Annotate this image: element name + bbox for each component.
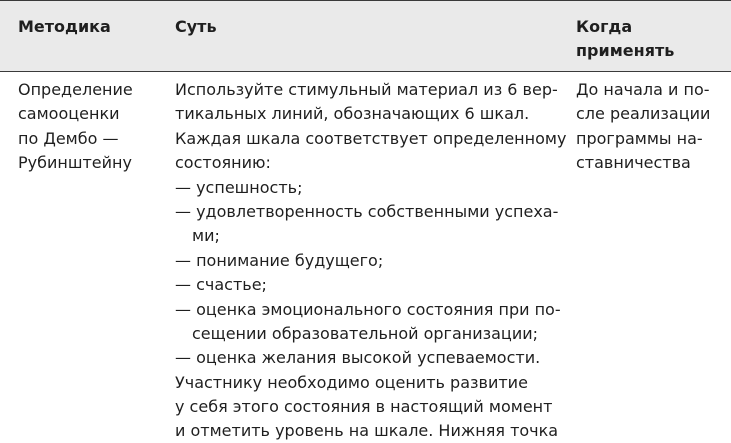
table-header-rule	[0, 71, 731, 72]
column-header-when-line: применять	[576, 41, 675, 61]
essence-cell-line: Каждая шкала соответствует определенному	[175, 128, 567, 148]
essence-list-item: — удовлетворенность собственными успеха-	[175, 201, 559, 221]
when-cell	[576, 78, 710, 176]
essence-list-item: — оценка эмоционального состояния при по-	[175, 299, 561, 319]
when-cell-line: программы на-	[576, 128, 703, 148]
essence-list-item: — оценка желания высокой успеваемости.	[175, 348, 541, 368]
method-cell-line: Определение	[18, 80, 133, 99]
essence-cell-line: у себя этого состояния в настоящий момент	[175, 397, 553, 417]
column-header-essence: Суть	[175, 17, 217, 36]
method-cell-line: самооценки	[18, 104, 120, 124]
essence-cell-line: Участнику необходимо оценить развитие	[175, 372, 528, 392]
essence-cell-line: состоянию:	[175, 153, 271, 173]
essence-list-item: — счастье;	[175, 275, 267, 295]
essence-list-item-continuation: сещении образовательной организации;	[192, 323, 539, 343]
when-cell-line: сле реализации	[576, 104, 711, 124]
method-cell-line: по Дембо —	[18, 128, 119, 148]
column-header-method: Методика	[18, 17, 111, 36]
essence-cell-line: тикальных линий, обозначающих 6 шкал.	[175, 104, 530, 124]
column-header-when-line: Когда	[576, 17, 633, 36]
method-cell-line: Рубинштейну	[18, 153, 132, 173]
essence-cell-line: Используйте стимульный материал из 6 вер-	[175, 80, 558, 99]
essence-list-item: — успешность;	[175, 177, 303, 197]
essence-list-item: — понимание будущего;	[175, 250, 384, 270]
method-cell	[18, 78, 133, 176]
table-top-rule	[0, 0, 731, 1]
when-cell-line: ставничества	[576, 153, 691, 173]
essence-cell-line: и отметить уровень на шкале. Нижняя точка	[175, 421, 559, 441]
essence-cell	[175, 78, 566, 443]
column-header-when	[576, 15, 674, 64]
when-cell-line: До начала и по-	[576, 80, 710, 99]
essence-list-item-continuation: ми;	[192, 226, 220, 246]
